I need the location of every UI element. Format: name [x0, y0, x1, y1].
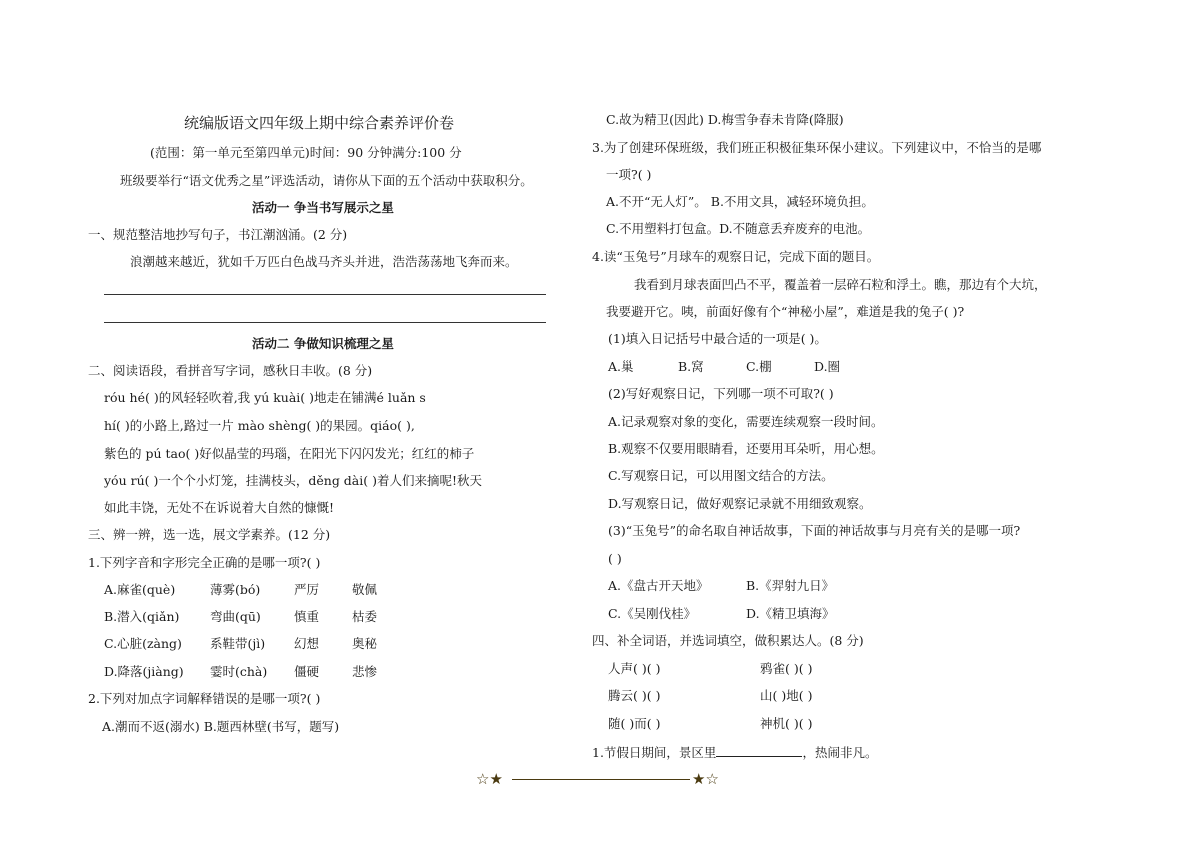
pinyin-line-1: róu hé( )的风轻轻吹着,我 yú kuài( )地走在铺满é luǎn s — [104, 390, 426, 405]
option-d-word-2: 霎时(chà) — [210, 664, 268, 679]
footer-ornament — [476, 770, 726, 788]
question-4-1-suffix: ，热闹非凡。 — [802, 745, 878, 760]
pinyin-line-5: 如此丰饶，无处不在诉说着大自然的慷慨! — [104, 500, 335, 515]
exam-scope: (范围：第一单元至第四单元)时间：90 分钟满分:100 分 — [150, 145, 462, 160]
pinyin-line-4: yóu rú( )一个个小灯笼，挂满枝头，děng dài( )着人们来摘呢!秋天 — [104, 473, 482, 488]
fill-blank[interactable] — [716, 744, 802, 757]
writing-line-2[interactable] — [104, 322, 546, 323]
sub1-option-d[interactable]: D.圈 — [814, 359, 841, 374]
question-2-title: 二、阅读语段，看拼音写字词，感秋日丰收。(8 分) — [88, 363, 373, 378]
option-a-word-2: 薄雾(bó) — [210, 582, 261, 597]
question-3-3-options-cd[interactable]: C.不用塑料打包盒。D.不随意丢弃废弃的电池。 — [606, 221, 871, 236]
sub1-option-c[interactable]: C.棚 — [746, 359, 772, 374]
sub3-option-b[interactable]: B.《羿射九日》 — [746, 578, 835, 593]
question-3-4: 4.读“玉兔号”月球车的观察日记，完成下面的题目。 — [592, 249, 880, 264]
sub2-option-b[interactable]: B.观察不仅要用眼睛看，还要用耳朵听，用心想。 — [608, 441, 884, 456]
option-b-word-3: 慎重 — [294, 609, 320, 624]
option-a-word-3: 严厉 — [294, 582, 320, 597]
question-4-title: 四、补全词语，并选词填空，做积累达人。(8 分) — [592, 633, 864, 648]
question-3-3-line-1: 3.为了创建环保班级，我们班正积极征集环保小建议。下列建议中，不恰当的是哪 — [592, 140, 1042, 155]
word-fill-5[interactable]: 随( )而( ) — [608, 716, 661, 731]
word-fill-3[interactable]: 腾云( )( ) — [608, 688, 661, 703]
writing-line-1[interactable] — [104, 294, 546, 295]
option-d-word-3: 僵硬 — [294, 664, 320, 679]
sub2-option-d[interactable]: D.写观察日记，做好观察记录就不用细致观察。 — [608, 496, 872, 511]
activity-1-heading: 活动一 争当书写展示之星 — [252, 200, 394, 215]
question-3-2-options-ab[interactable]: A.潮而不返(溺水) B.题西林壁(书写，题写) — [102, 719, 340, 734]
question-3-1: 1.下列字音和字形完全正确的是哪一项?( ) — [88, 555, 321, 570]
question-4-1 — [592, 744, 877, 761]
sub-question-3-paren: ( ) — [608, 551, 622, 566]
sub3-option-d[interactable]: D.《精卫填海》 — [746, 606, 835, 621]
question-1-title: 一、规范整洁地抄写句子，书江潮汹涌。(2 分) — [88, 227, 348, 242]
sub2-option-c[interactable]: C.写观察日记，可以用图文结合的方法。 — [608, 468, 834, 483]
sub-question-1: (1)填入日记括号中最合适的一项是( )。 — [608, 331, 827, 346]
intro-text: 班级要举行“语文优秀之星”评选活动，请你从下面的五个活动中获取积分。 — [120, 173, 533, 188]
option-c-word-3: 幻想 — [294, 636, 320, 651]
option-b-word-2: 弯曲(qū) — [210, 609, 261, 624]
option-a-word-1[interactable]: A.麻雀(què) — [104, 582, 176, 597]
diary-line-1: 我看到月球表面凹凸不平，覆盖着一层碎石粒和浮土。瞧，那边有个大坑， — [634, 277, 1047, 292]
sub-question-2: (2)写好观察日记，下列哪一项不可取?( ) — [608, 386, 834, 401]
pinyin-line-3: 紫色的 pú tao( )好似晶莹的玛瑙，在阳光下闪闪发光；红红的柿子 — [104, 446, 475, 461]
word-fill-4[interactable]: 山( )地( ) — [760, 688, 813, 703]
option-c-word-1[interactable]: C.心脏(zàng) — [104, 636, 182, 651]
option-d-word-4: 悲惨 — [352, 664, 378, 679]
word-fill-2[interactable]: 鸦雀( )( ) — [760, 661, 813, 676]
word-fill-1[interactable]: 人声( )( ) — [608, 661, 661, 676]
option-c-word-2: 系鞋带(jì) — [210, 636, 266, 651]
option-d-word-1[interactable]: D.降落(jiàng) — [104, 664, 184, 679]
activity-2-heading: 活动二 争做知识梳理之星 — [252, 336, 394, 351]
sub1-option-b[interactable]: B.窝 — [678, 359, 704, 374]
question-3-title: 三、辨一辨，选一选，展文学素养。(12 分) — [88, 527, 331, 542]
option-a-word-4: 敬佩 — [352, 582, 378, 597]
question-4-1-prefix: 1.节假日期间，景区里 — [592, 745, 717, 760]
pinyin-line-2: hí( )的小路上,路过一片 mào shèng( )的果园。qiáo( ), — [104, 418, 415, 433]
word-fill-6[interactable]: 神机( )( ) — [760, 716, 813, 731]
question-3-2: 2.下列对加点字词解释错误的是哪一项?( ) — [88, 691, 321, 706]
sub1-option-a[interactable]: A.巢 — [608, 359, 634, 374]
star-icon-left: ☆★ — [476, 770, 503, 788]
page-title: 统编版语文四年级上期中综合素养评价卷 — [184, 114, 455, 132]
sub-question-3: (3)“玉兔号”的命名取自神话故事，下面的神话故事与月亮有关的是哪一项? — [608, 523, 1021, 538]
option-b-word-1[interactable]: B.潜入(qiǎn) — [104, 609, 180, 624]
diary-line-2: 我要避开它。咦，前面好像有个“神秘小屋”，难道是我的兔子( )? — [606, 304, 965, 319]
footer-divider — [512, 779, 690, 780]
sub3-option-a[interactable]: A.《盘古开天地》 — [608, 578, 709, 593]
question-3-3-line-2: 一项?( ) — [606, 167, 652, 182]
question-3-2-options-cd[interactable]: C.故为精卫(因此) D.梅雪争春未肯降(降服) — [606, 112, 844, 127]
copy-sentence: 浪潮越来越近，犹如千万匹白色战马齐头并进，浩浩荡荡地飞奔而来。 — [130, 254, 518, 269]
question-3-3-options-ab[interactable]: A.不开“无人灯”。 B.不用文具，减轻环境负担。 — [606, 194, 874, 209]
sub3-option-c[interactable]: C.《吴刚伐桂》 — [608, 606, 697, 621]
sub2-option-a[interactable]: A.记录观察对象的变化，需要连续观察一段时间。 — [608, 414, 884, 429]
option-c-word-4: 奥秘 — [352, 636, 378, 651]
option-b-word-4: 枯委 — [352, 609, 378, 624]
star-icon-right: ★☆ — [692, 770, 719, 788]
